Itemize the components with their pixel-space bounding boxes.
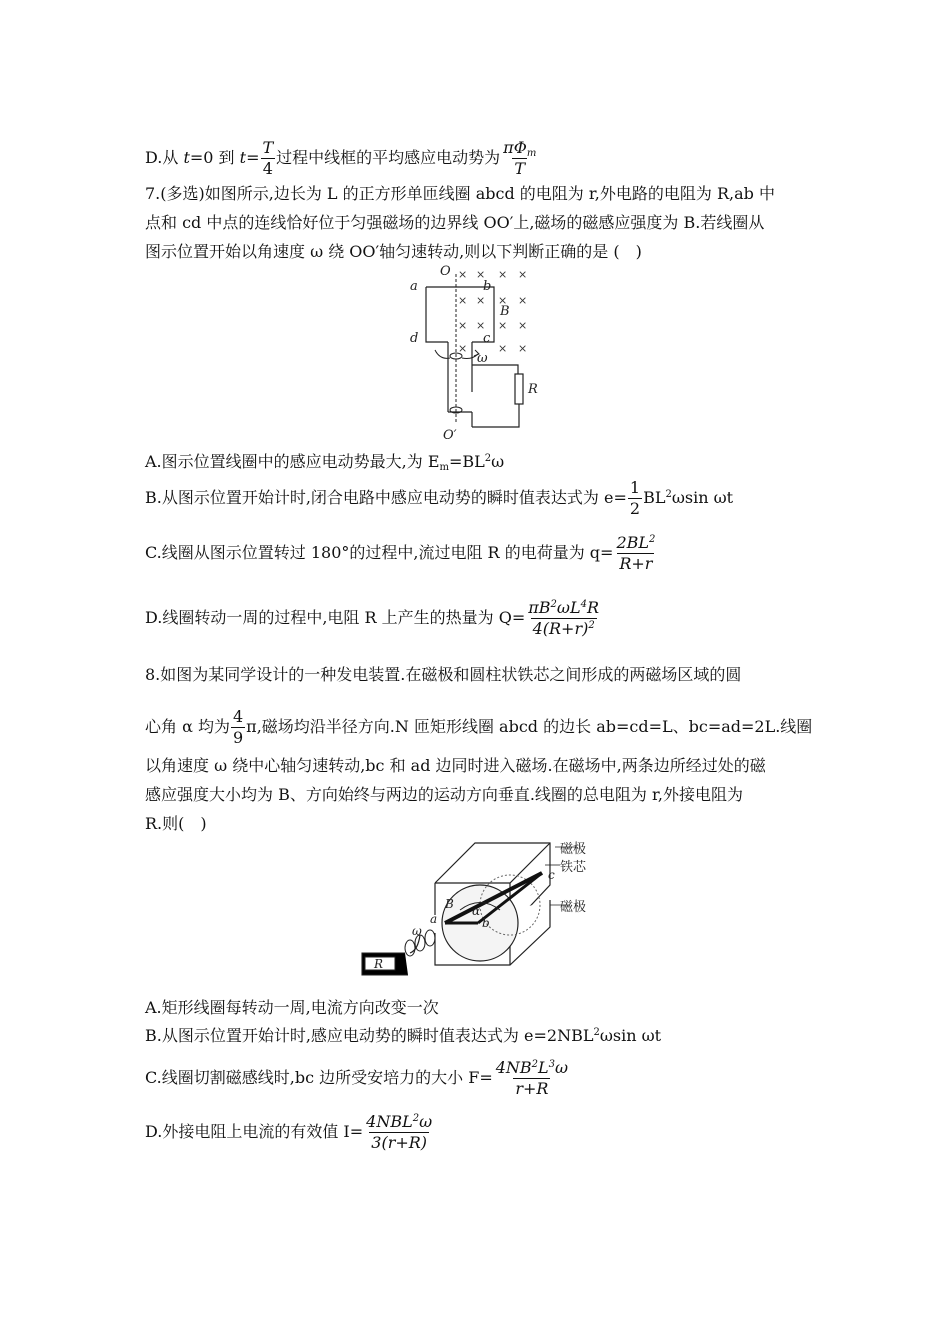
q8-label-a: a (430, 912, 438, 926)
q8-c-sup-a: 2 (531, 1059, 539, 1070)
q7-d-num-a: πB (528, 598, 551, 617)
q7-c-num-text: 2BL (616, 533, 649, 552)
q7-a-sub: m (439, 462, 449, 473)
q6-d-t1: t (239, 148, 247, 167)
q7-cross: × (518, 268, 528, 281)
q7-cross: × (498, 342, 508, 355)
q8-c-num-b: L (538, 1058, 549, 1077)
q8-stem-line-2-b: π,磁场均沿半径方向.N 匝矩形线圈 abcd 的边长 ab=cd=L、bc=ad=2L.线圈 (246, 717, 813, 736)
q8-figure (350, 835, 610, 980)
q8-b-text: B.从图示位置开始计时,感应电动势的瞬时值表达式为 e=2NBL (145, 1026, 594, 1045)
q6-d-result-sub: m (526, 148, 537, 159)
q7-label-b: b (483, 279, 492, 294)
q6-d-result-den: T (514, 159, 526, 178)
q7-label-B: B (500, 304, 510, 319)
q7-cross: × (518, 294, 528, 307)
q7-cross: × (476, 294, 486, 307)
q7-label-c: c (483, 331, 491, 346)
q8-stem-line-2 (145, 707, 812, 748)
q7-option-a (145, 452, 504, 472)
q8-stem-line-1: 8.如图为某同学设计的一种发电装置.在磁极和圆柱状铁芯之间形成的两磁场区域的圆 (145, 665, 742, 684)
q8-c-sup-b: 3 (548, 1059, 556, 1070)
q7-cross: × (498, 268, 508, 281)
q7-c-fraction (614, 533, 657, 574)
q6-d-result-num-text: πΦ (503, 138, 527, 157)
q7-cross: × (518, 342, 528, 355)
q7-b-tail: ωsin ωt (671, 488, 734, 507)
q8-stem-fraction (231, 707, 245, 748)
q7-option-c (145, 533, 658, 574)
q8-label-R: R (374, 957, 384, 971)
q6-d-result-num (501, 138, 538, 158)
q7-b-fraction (628, 478, 642, 519)
q8-d-text: D.外接电阻上电流的有效值 I= (145, 1122, 364, 1141)
q7-a-text: A.图示位置线圈中的感应电动势最大,为 E (145, 452, 440, 471)
q7-b-text: B.从图示位置开始计时,闭合电路中感应电动势的瞬时值表达式为 e= (145, 488, 627, 507)
q7-c-num (614, 533, 657, 553)
q8-stem-frac-num: 4 (232, 707, 244, 726)
q8-label-core: 铁芯 (560, 860, 587, 875)
q8-label-alpha: α (472, 904, 481, 918)
q7-label-d: d (410, 331, 419, 346)
q7-d-text: D.线圈转动一周的过程中,电阻 R 上产生的热量为 Q= (145, 608, 526, 627)
q8-c-num (494, 1058, 570, 1078)
q8-option-c (145, 1058, 571, 1099)
q7-b-expr: BL (643, 488, 666, 507)
q7-label-o-prime: O′ (443, 428, 457, 442)
q7-option-d (145, 598, 602, 639)
q8-label-omega: ω (412, 924, 422, 938)
q6-d-fraction (260, 138, 275, 179)
q8-label-pole-bottom: 磁极 (560, 900, 587, 915)
q7-d-num-b: ωL (556, 598, 581, 617)
q7-b-den: 2 (629, 499, 641, 518)
q8-label-c: c (548, 868, 555, 882)
q8-d-num (364, 1112, 434, 1132)
q8-stem-line-3: 以角速度 ω 绕中心轴匀速转动,bc 和 ad 边同时进入磁场.在磁场中,两条边所经过处的磁 (145, 756, 766, 775)
q7-label-o: O (440, 264, 451, 279)
q7-cross: × (458, 342, 468, 355)
q7-d-sup-b: 4 (580, 599, 587, 610)
q7-c-num-sup: 2 (649, 534, 656, 545)
q7-c-text: C.线圈从图示位置转过 180°的过程中,流过电阻 R 的电荷量为 q= (145, 543, 614, 562)
q7-label-R: R (528, 382, 538, 397)
q8-b-tail: ωsin ωt (599, 1026, 662, 1045)
q7-a-sup: 2 (484, 453, 492, 464)
q8-c-num-a: 4NB (495, 1058, 532, 1077)
q8-label-B: B (445, 897, 454, 911)
q7-d-den (531, 618, 597, 639)
q7-cross: × (518, 319, 528, 332)
q8-d-fraction (364, 1112, 434, 1153)
q6-d-prefix: D.从 (145, 148, 184, 167)
q6-d-frac-den: 4 (262, 159, 273, 178)
q8-stem-line-4: 感应强度大小均为 B、方向始终与两边的运动方向垂直.线圈的总电阻为 r,外接电阻为 (145, 785, 743, 804)
q8-d-sup-a: 2 (412, 1113, 420, 1124)
q8-d-den: 3(r+R) (371, 1133, 428, 1152)
q7-b-sup: 2 (665, 489, 672, 500)
q8-b-sup: 2 (593, 1027, 600, 1038)
q7-stem-line-3: 图示位置开始以角速度 ω 绕 OO′轴匀速转动,则以下判断正确的是 ( ) (145, 242, 642, 261)
q7-stem-line-2: 点和 cd 中点的连线恰好位于匀强磁场的边界线 OO′上,磁场的磁感应强度为 B.若线圈从 (145, 213, 765, 232)
q6-d-mid: 过程中线框的平均感应电动势为 (276, 148, 501, 167)
q7-a-tail: ω (491, 452, 505, 471)
q8-d-num-a: 4NBL (366, 1112, 413, 1131)
q7-cross: × (458, 319, 468, 332)
q7-d-num (526, 598, 601, 618)
q8-c-fraction (494, 1058, 570, 1099)
q7-cross: × (498, 294, 508, 307)
q7-d-num-c: R (586, 598, 600, 617)
q8-c-text: C.线圈切割磁感线时,bc 边所受安培力的大小 F= (145, 1068, 493, 1087)
q8-label-pole-top: 磁极 (560, 842, 587, 857)
q7-cross: × (458, 294, 468, 307)
q7-d-fraction (526, 598, 601, 639)
q8-c-den: r+R (515, 1079, 549, 1098)
q7-d-sup-a: 2 (550, 599, 557, 610)
q7-option-b (145, 478, 733, 519)
q7-label-omega: ω (477, 351, 488, 366)
q6-d-eq0: =0 到 (189, 148, 240, 167)
q6-d-frac-num: T (262, 138, 274, 157)
q8-option-b (145, 1026, 661, 1046)
q8-stem-frac-den: 9 (232, 728, 244, 747)
q7-cross: × (498, 319, 508, 332)
q7-c-den: R+r (619, 554, 653, 573)
q7-a-eq: =BL (448, 452, 485, 471)
q6-option-d (145, 138, 539, 179)
q6-d-result-fraction (501, 138, 538, 179)
q6-d-eq1: = (246, 148, 260, 167)
q7-cross: × (476, 268, 486, 281)
q7-figure (400, 262, 550, 442)
q8-stem-line-2-a: 心角 α 均为 (145, 717, 230, 736)
q7-label-a: a (410, 279, 418, 294)
q8-d-num-b: ω (419, 1112, 433, 1131)
q8-option-a: A.矩形线圈每转动一周,电流方向改变一次 (145, 998, 439, 1017)
q8-c-num-c: ω (555, 1058, 569, 1077)
q7-cross: × (476, 319, 486, 332)
q7-d-den-sup: 2 (588, 620, 595, 631)
q8-option-d (145, 1112, 435, 1153)
q7-b-num: 1 (629, 478, 641, 497)
q7-d-den-text: 4(R+r) (532, 619, 589, 638)
q8-stem-line-5: R.则( ) (145, 814, 207, 833)
q8-label-b: b (482, 916, 490, 930)
q7-cross: × (458, 268, 468, 281)
q6-d-t0: t (183, 148, 190, 167)
q7-stem-line-1: 7.(多选)如图所示,边长为 L 的正方形单匝线圈 abcd 的电阻为 r,外电路的电阻为 R,ab 中 (145, 184, 775, 203)
